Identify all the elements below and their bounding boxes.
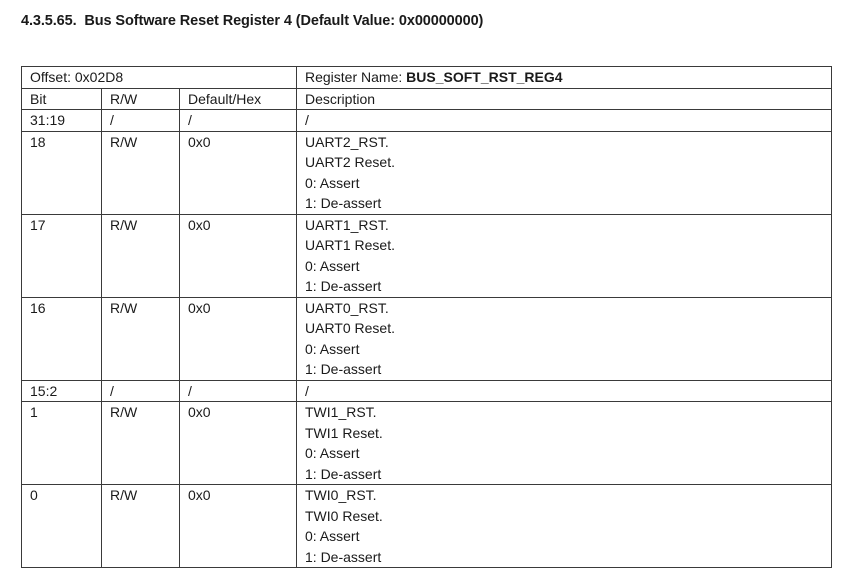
description-cell (297, 214, 832, 297)
rw-cell: R/W (102, 402, 180, 485)
table-row (22, 297, 832, 380)
table-row (22, 380, 832, 402)
description-line: 0: Assert (305, 340, 360, 357)
description-cell (297, 297, 832, 380)
table-row (22, 214, 832, 297)
default-cell: / (180, 110, 297, 132)
rw-cell: / (102, 380, 180, 402)
description-line: 0: Assert (305, 445, 360, 461)
description-line: 0: Assert (305, 257, 360, 274)
rw-cell: R/W (102, 214, 180, 297)
column-header-row (22, 88, 832, 110)
default-cell: / (180, 380, 297, 402)
table-row (22, 485, 832, 568)
description-line: UART0_RST. (305, 299, 389, 316)
description-line: UART2_RST. (305, 133, 389, 150)
description-line: 1: De-assert (305, 278, 382, 294)
section-number: 4.3.5.65. (21, 13, 77, 29)
column-header-rw: R/W (102, 88, 180, 110)
column-header-default: Default/Hex (180, 88, 297, 110)
table-row (22, 402, 832, 485)
description-line: 1: De-assert (305, 361, 382, 377)
description-cell (297, 402, 832, 485)
register-name: BUS_SOFT_RST_REG4 (406, 69, 563, 85)
default-cell: 0x0 (180, 402, 297, 485)
default-cell: 0x0 (180, 297, 297, 380)
bit-cell: 1 (22, 402, 102, 485)
rw-cell: R/W (102, 131, 180, 214)
description-line: / (305, 382, 309, 399)
description-line: 1: De-assert (305, 548, 382, 565)
bit-cell: 17 (22, 214, 102, 297)
bit-cell: 15:2 (22, 380, 102, 402)
description-line: UART2 Reset. (305, 154, 395, 170)
description-line: UART1_RST. (305, 216, 389, 233)
description-line: UART0 Reset. (305, 320, 395, 336)
register-name-cell (297, 67, 832, 89)
description-line: 1: De-assert (305, 465, 382, 482)
description-line: 0: Assert (305, 528, 360, 544)
description-line: 0: Assert (305, 174, 360, 191)
column-header-bit: Bit (22, 88, 102, 110)
bit-cell: 0 (22, 485, 102, 568)
description-line: TWI0_RST. (305, 487, 377, 503)
bit-cell: 31:19 (22, 110, 102, 132)
rw-cell: R/W (102, 297, 180, 380)
description-line: UART1 Reset. (305, 237, 395, 253)
default-cell: 0x0 (180, 131, 297, 214)
description-line: TWI0 Reset. (305, 507, 383, 524)
description-cell (297, 380, 832, 402)
register-info-row (22, 67, 832, 89)
table-row (22, 110, 832, 132)
default-cell: 0x0 (180, 214, 297, 297)
description-line: 1: De-assert (305, 195, 382, 211)
section-heading (21, 13, 483, 29)
column-header-description: Description (297, 88, 832, 110)
description-cell (297, 131, 832, 214)
default-cell: 0x0 (180, 485, 297, 568)
register-table (21, 66, 832, 568)
table-row (22, 131, 832, 214)
bit-cell: 18 (22, 131, 102, 214)
bit-cell: 16 (22, 297, 102, 380)
rw-cell: / (102, 110, 180, 132)
section-title: Bus Software Reset Register 4 (Default Value: 0x00000000) (84, 13, 484, 29)
description-line: TWI1 Reset. (305, 424, 383, 441)
description-line: / (305, 112, 309, 128)
offset-cell: Offset: 0x02D8 (22, 67, 297, 89)
register-name-label: Register Name: (305, 69, 407, 85)
rw-cell: R/W (102, 485, 180, 568)
description-cell (297, 485, 832, 568)
description-cell (297, 110, 832, 132)
description-line: TWI1_RST. (305, 404, 377, 420)
